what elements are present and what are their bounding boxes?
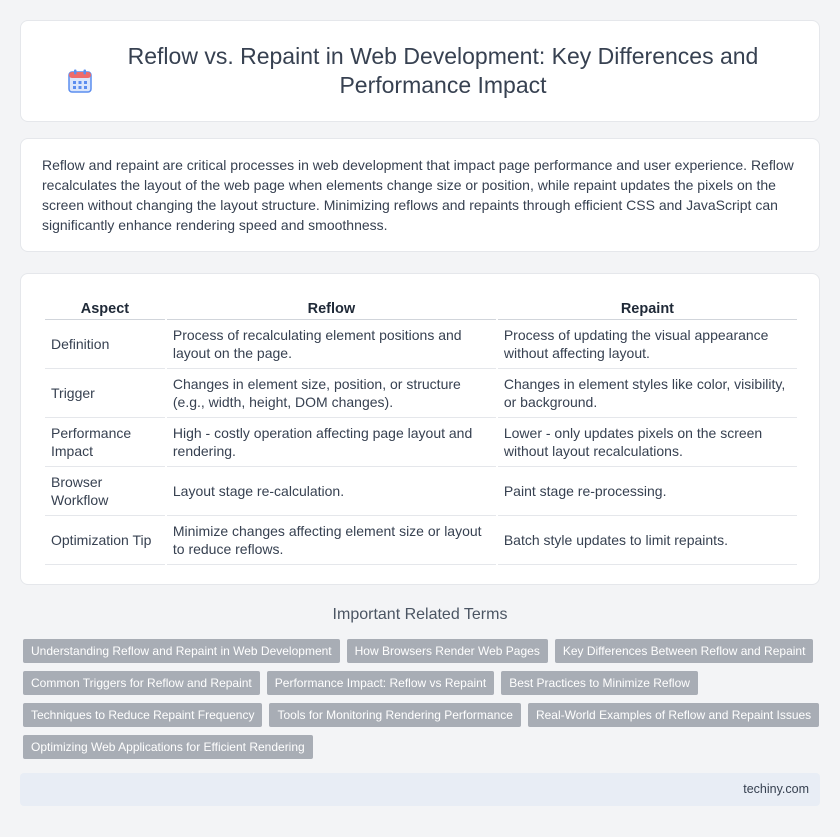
related-term-tag[interactable]: Optimizing Web Applications for Efficient Rendering <box>23 735 313 759</box>
cell-repaint: Paint stage re-processing. <box>498 467 797 516</box>
table-row <box>45 320 797 369</box>
cell-reflow: Minimize changes affecting element size or layout to reduce reflows. <box>167 516 496 565</box>
table-row <box>45 369 797 418</box>
related-term-tag[interactable]: Techniques to Reduce Repaint Frequency <box>23 703 262 727</box>
footer-site-link[interactable]: techiny.com <box>743 782 809 796</box>
cell-repaint: Batch style updates to limit repaints. <box>498 516 797 565</box>
cell-reflow: Layout stage re-calculation. <box>167 467 496 516</box>
comparison-table <box>43 294 799 565</box>
related-term-tag[interactable]: Understanding Reflow and Repaint in Web Development <box>23 639 340 663</box>
page-title: Reflow vs. Repaint in Web Development: Key Differences and Performance Impact <box>127 43 759 98</box>
related-term-tag[interactable]: Performance Impact: Reflow vs Repaint <box>267 671 494 695</box>
table-row <box>45 516 797 565</box>
table-row <box>45 467 797 516</box>
calendar-icon <box>67 68 93 94</box>
cell-reflow: Process of recalculating element positions and layout on the page. <box>167 320 496 369</box>
cell-aspect: Definition <box>45 320 165 369</box>
intro-card <box>20 138 820 252</box>
title-wrap <box>50 42 790 100</box>
cell-aspect: Trigger <box>45 369 165 418</box>
related-term-tag[interactable]: Key Differences Between Reflow and Repaint <box>555 639 814 663</box>
title-card <box>20 20 820 122</box>
header-repaint: Repaint <box>498 294 797 320</box>
related-term-tag[interactable]: Common Triggers for Reflow and Repaint <box>23 671 260 695</box>
related-terms-tags <box>23 639 823 767</box>
tag-row <box>23 671 823 695</box>
cell-repaint: Changes in element styles like color, visibility, or background. <box>498 369 797 418</box>
tag-row <box>23 703 823 727</box>
header-aspect: Aspect <box>45 294 165 320</box>
tag-row <box>23 735 823 759</box>
table-header-row <box>45 294 797 320</box>
table-row <box>45 418 797 467</box>
header-reflow: Reflow <box>167 294 496 320</box>
cell-reflow: High - costly operation affecting page layout and rendering. <box>167 418 496 467</box>
tag-row <box>23 639 823 663</box>
intro-paragraph: Reflow and repaint are critical processes in web development that impact page performance and user experience. Reflow recalculates the layout of the web page when elements change size or position, while repaint updates the pixels on the screen without changing the layout structure. Minimizing reflows and repaints through efficient CSS and JavaScript can significantly enhance rendering speed and smoothness. <box>42 157 794 233</box>
related-term-tag[interactable]: Tools for Monitoring Rendering Performance <box>269 703 520 727</box>
related-terms-title: Important Related Terms <box>332 606 508 623</box>
cell-aspect: Browser Workflow <box>45 467 165 516</box>
comparison-card <box>20 273 820 585</box>
related-term-tag[interactable]: How Browsers Render Web Pages <box>347 639 548 663</box>
cell-aspect: Optimization Tip <box>45 516 165 565</box>
cell-repaint: Process of updating the visual appearance without affecting layout. <box>498 320 797 369</box>
related-term-tag[interactable]: Real-World Examples of Reflow and Repaint Issues <box>528 703 819 727</box>
footer <box>20 773 820 806</box>
cell-reflow: Changes in element size, position, or structure (e.g., width, height, DOM changes). <box>167 369 496 418</box>
cell-repaint: Lower - only updates pixels on the screen without layout recalculations. <box>498 418 797 467</box>
cell-aspect: Performance Impact <box>45 418 165 467</box>
related-term-tag[interactable]: Best Practices to Minimize Reflow <box>501 671 698 695</box>
